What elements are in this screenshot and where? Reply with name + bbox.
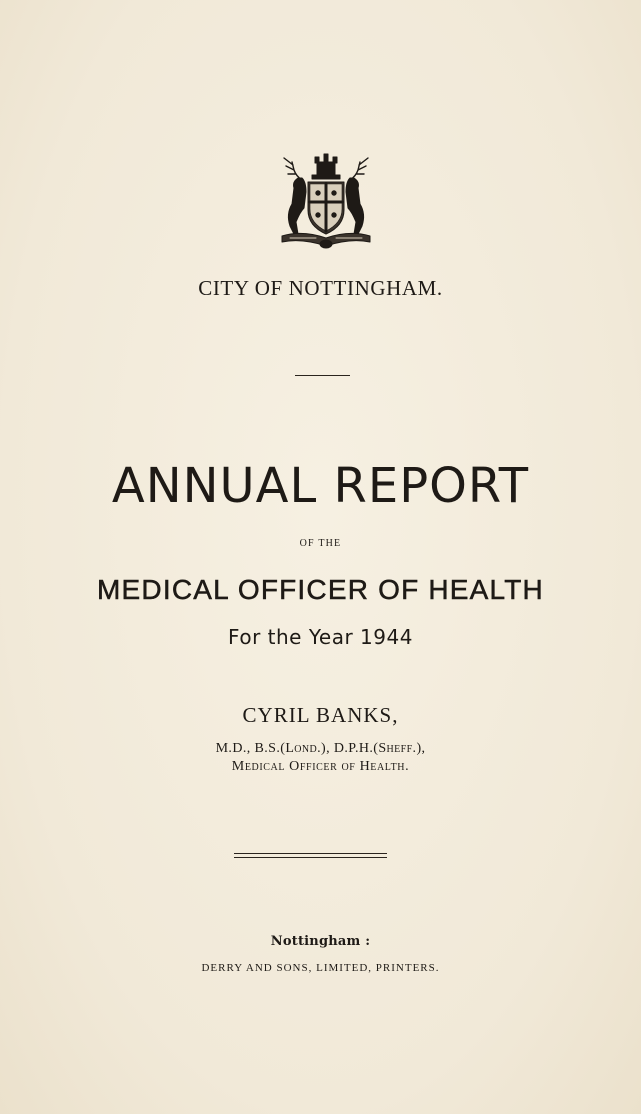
report-subtitle: MEDICAL OFFICER OF HEALTH	[97, 574, 544, 605]
short-divider	[295, 375, 350, 376]
report-year: For the Year 1944	[228, 625, 413, 649]
report-title: ANNUAL REPORT	[111, 458, 530, 514]
author-name: CYRIL BANKS,	[242, 703, 399, 727]
of-the-label: OF THE	[299, 538, 342, 549]
printer-line: DERRY AND SONS, LIMITED, PRINTERS.	[201, 962, 440, 974]
city-coat-of-arms-crest-icon	[272, 152, 380, 252]
author-role: Medical Officer of Health.	[231, 759, 410, 774]
city-name: CITY OF NOTTINGHAM.	[198, 276, 443, 300]
double-divider	[234, 853, 387, 858]
author-qualifications: M.D., B.S.(Lond.), D.P.H.(Sheff.),	[215, 741, 426, 756]
imprint-place: Nottingham :	[270, 934, 371, 949]
